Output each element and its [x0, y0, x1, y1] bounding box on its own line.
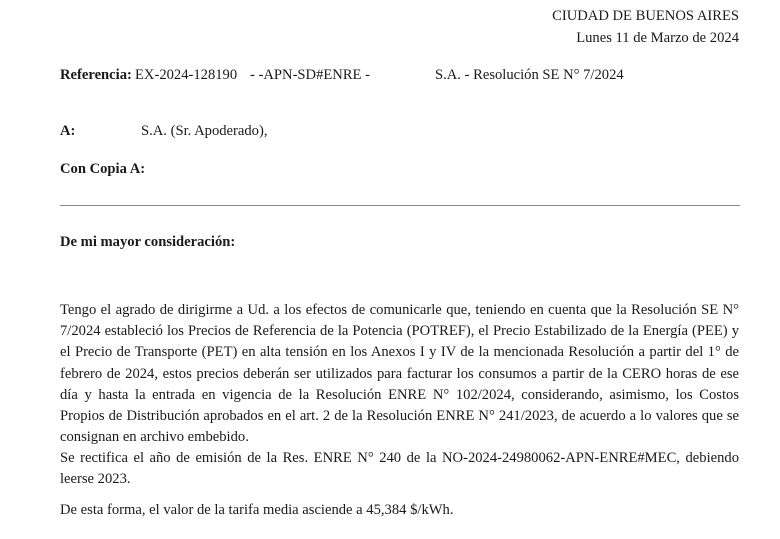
greeting: De mi mayor consideración: [60, 234, 236, 250]
reference-expediente: EX-2024-128190 [135, 67, 238, 83]
body-paragraph-1: Tengo el agrado de dirigirme a Ud. a los efectos de comunicarle que, teniendo en cuenta que la Resolución SE N° 7/2024 estableció los Precios de Referencia de la Potencia (POTREF), el Precio Estabilizado de la Energía (PEE) y el Precio de Transporte (PET) en alta tensión en los Anexos I y IV de la mencionada Resolución a partir del 1° de febrero de 2024, estos precios deberán ser utilizados para facturar los consumos a partir de la CERO horas de ese día y hasta la entrada en vigencia de la Resolución ENRE N° 102/2024, considerando, asimismo, los Costos Propios de Distribución aprobados en el art. 2 de la Resolución ENRE N° 241/2023, de acuerdo a lo valores que se consignan en archivo embebido. [60, 302, 739, 446]
city-line: CIUDAD DE BUENOS AIRES [552, 8, 739, 24]
to-value: S.A. (Sr. Apoderado), [141, 123, 268, 139]
body-paragraph-3: De esta forma, el valor de la tarifa media asciende a 45,384 $/kWh. [60, 502, 454, 518]
separator-line [60, 205, 740, 206]
reference-label: Referencia: [60, 67, 132, 83]
date-line: Lunes 11 de Marzo de 2024 [576, 30, 739, 46]
body-paragraph-2: Se rectifica el año de emisión de la Res. ENRE N° 240 de la NO-2024-24980062-APN-ENRE#MEC, debiendo leerse 2023. [60, 450, 739, 488]
cc-label: Con Copia A: [60, 161, 146, 177]
reference-subject: S.A. - Resolución SE N° 7/2024 [435, 67, 624, 83]
reference-code: - -APN-SD#ENRE - [250, 67, 370, 83]
to-label: A: [60, 123, 76, 139]
